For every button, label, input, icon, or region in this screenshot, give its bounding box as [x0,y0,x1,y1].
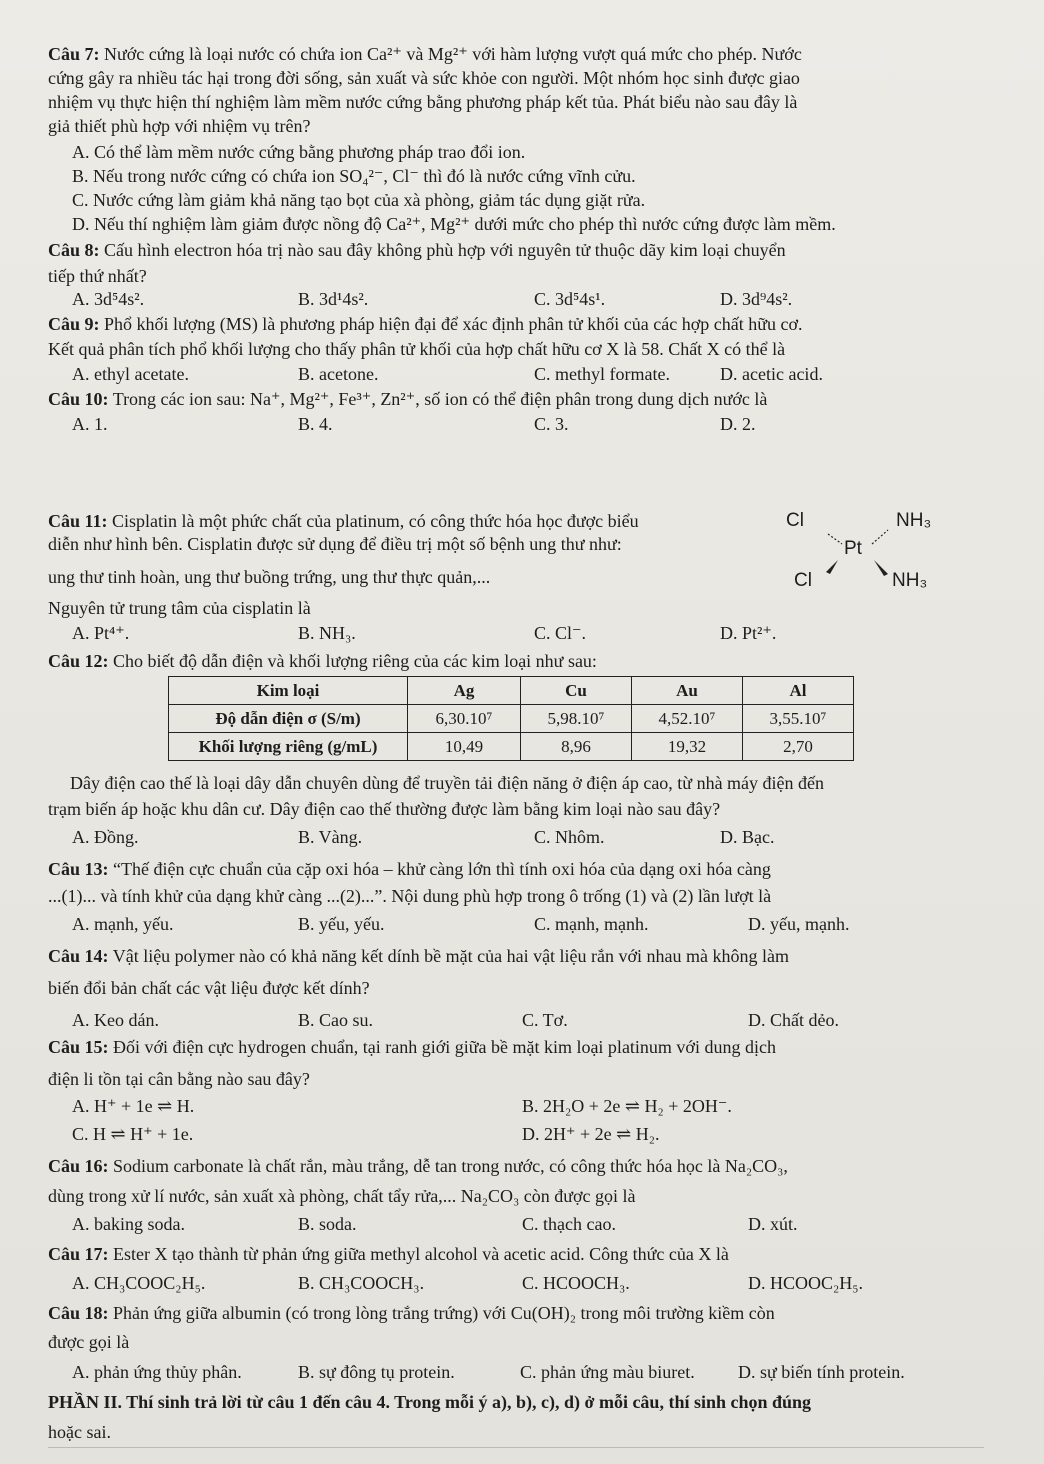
q14-option-c: C. Tơ. [522,1010,568,1030]
q16-label: Câu 16: [48,1156,109,1176]
q11-line-3: ung thư tinh hoàn, ung thư buồng trứng, ung thư thực quản,... [48,567,491,587]
q8-line-2: tiếp thứ nhất? [48,266,147,286]
q11-line-2: diễn như hình bên. Cisplatin được sử dụng để điều trị một số bệnh ung thư như: [48,534,622,554]
q11-option-b: B. NH₃. [298,623,356,643]
cisplatin-pt: Pt [844,538,862,559]
q12-line-3: trạm biến áp hoặc khu dân cư. Dây điện cao thế thường được làm bằng kim loại nào sau đây? [48,799,721,819]
q7-line-2: cứng gây ra nhiều tác hại trong đời sống, sản xuất và sức khỏe con người. Một nhóm học sinh được giao [48,68,800,88]
table-cell: 6,30.10⁷ [408,705,521,733]
q8-option-b: B. 3d¹4s². [298,289,369,309]
q18-line-1 [48,1302,974,1324]
q15-text-1: Đối với điện cực hydrogen chuẩn, tại ranh giới giữa bề mặt kim loại platinum với dung dịch [113,1037,776,1057]
q9-line-2: Kết quả phân tích phổ khối lượng cho thấy phân tử khối của hợp chất hữu cơ X là 58. Chất X có thể là [48,339,786,359]
q18-label: Câu 18: [48,1303,109,1323]
q18-text-1: Phản ứng giữa albumin (có trong lòng trắng trứng) với Cu(OH)₂ trong môi trường kiềm còn [113,1303,775,1323]
cisplatin-nh3-bottom: NH₃ [892,570,928,591]
q15-option-d: D. 2H⁺ + 2e ⇌ H₂. [522,1124,660,1144]
q11-option-d: D. Pt²⁺. [720,623,777,643]
q17-text-1: Ester X tạo thành từ phản ứng giữa methyl alcohol và acetic acid. Công thức của X là [113,1244,729,1264]
q15-label: Câu 15: [48,1037,109,1057]
table-row [169,733,854,761]
q11-label: Câu 11: [48,511,108,531]
table-row [169,705,854,733]
q13-option-b: B. yếu, yếu. [298,914,385,934]
q13-line-2: ...(1)... và tính khử của dạng khử càng ...(2)...”. Nội dung phù hợp trong ô trống (1) và (2) lần lượt là [48,886,772,906]
q13-option-d: D. yếu, mạnh. [748,914,850,934]
q15-option-a: A. H⁺ + 1e ⇌ H. [72,1096,195,1116]
bond-wedge-nh3-bottom [874,560,888,576]
q16-option-d: D. xút. [748,1214,798,1234]
q8-option-c: C. 3d⁵4s¹. [534,289,606,309]
q7-option-b: B. Nếu trong nước cứng có chứa ion SO₄²⁻, Cl⁻ thì đó là nước cứng vĩnh cửu. [72,166,636,186]
q18-option-a: A. phản ứng thủy phân. [72,1362,242,1382]
q7-option-d: D. Nếu thí nghiệm làm giảm được nồng độ Ca²⁺, Mg²⁺ dưới mức cho phép thì nước cứng được làm mềm. [72,214,836,234]
q11-text-1: Cisplatin là một phức chất của platinum, có công thức hóa học được biểu [112,511,639,531]
q8-text-1: Cấu hình electron hóa trị nào sau đây không phù hợp với nguyên tử thuộc dãy kim loại chuyển [104,240,786,260]
q12-text-1: Cho biết độ dẫn điện và khối lượng riêng của các kim loại như sau: [113,651,597,671]
table-cell: 19,32 [632,733,743,761]
q14-option-d: D. Chất dẻo. [748,1010,839,1030]
q11-line-4: Nguyên tử trung tâm của cisplatin là [48,598,311,618]
q18-option-b: B. sự đông tụ protein. [298,1362,455,1382]
table-header-cell: Au [632,677,743,705]
q7-line-3: nhiệm vụ thực hiện thí nghiệm làm mềm nước cứng bằng phương pháp kết tủa. Phát biểu nào sau đây là [48,92,798,112]
table-header-cell: Cu [521,677,632,705]
q10-line-1 [48,388,974,410]
q10-option-b: B. 4. [298,414,333,434]
q9-option-b: B. acetone. [298,364,379,384]
q9-label: Câu 9: [48,314,100,334]
q16-option-a: A. baking soda. [72,1214,185,1234]
bond-hash-nh3-top [872,530,888,544]
q9-line-1 [48,313,974,335]
table-cell: Độ dẫn điện σ (S/m) [169,705,408,733]
bond-hash-cl-top [828,534,842,544]
q11-option-a: A. Pt⁴⁺. [72,623,130,643]
q12-option-b: B. Vàng. [298,827,363,847]
table-header-cell: Kim loại [169,677,408,705]
q8-label: Câu 8: [48,240,100,260]
q14-text-1: Vật liệu polymer nào có khả năng kết dính bề mặt của hai vật liệu rắn với nhau mà không làm [112,946,790,966]
q10-option-a: A. 1. [72,414,108,434]
q14-option-a: A. Keo dán. [72,1010,159,1030]
q17-option-a: A. CH₃COOC₂H₅. [72,1273,206,1293]
part2-line-2: hoặc sai. [48,1422,111,1442]
q17-option-c: C. HCOOCH₃. [522,1273,630,1293]
q13-option-c: C. mạnh, mạnh. [534,914,649,934]
q13-label: Câu 13: [48,859,109,879]
table-cell: 10,49 [408,733,521,761]
table-cell: 5,98.10⁷ [521,705,632,733]
q15-option-c: C. H ⇌ H⁺ + 1e. [72,1124,194,1144]
q10-option-c: C. 3. [534,414,569,434]
q13-line-1 [48,858,974,880]
q7-option-a: A. Có thể làm mềm nước cứng bằng phương pháp trao đổi ion. [72,142,526,162]
q10-label: Câu 10: [48,389,109,409]
q14-label: Câu 14: [48,946,109,966]
table-header-cell: Al [743,677,854,705]
cisplatin-structure [780,506,960,602]
q16-text-1: Sodium carbonate là chất rắn, màu trắng, dễ tan trong nước, có công thức hóa học là Na₂CO₃, [113,1156,788,1176]
q7-line-1 [48,43,974,65]
q13-option-a: A. mạnh, yếu. [72,914,174,934]
table-cell: 4,52.10⁷ [632,705,743,733]
q17-option-b: B. CH₃COOCH₃. [298,1273,425,1293]
q12-option-a: A. Đồng. [72,827,139,847]
cisplatin-nh3-top: NH₃ [896,510,932,531]
q10-text-1: Trong các ion sau: Na⁺, Mg²⁺, Fe³⁺, Zn²⁺, số ion có thể điện phân trong dung dịch nước là [112,389,768,409]
q16-line-2: dùng trong xử lí nước, sản xuất xà phòng, chất tẩy rửa,... Na₂CO₃ còn được gọi là [48,1186,636,1206]
q13-text-1: “Thế điện cực chuẩn của cặp oxi hóa – khử càng lớn thì tính oxi hóa của dạng oxi hóa càng [113,859,771,879]
q15-line-1 [48,1036,974,1058]
cisplatin-cl-bottom: Cl [794,570,812,591]
q12-label: Câu 12: [48,651,109,671]
part2-line-1: PHẦN II. Thí sinh trả lời từ câu 1 đến câu 4. Trong mỗi ý a), b), c), d) ở mỗi câu, thí sinh chọn đúng [48,1392,812,1412]
q11-option-c: C. Cl⁻. [534,623,587,643]
q10-option-d: D. 2. [720,414,756,434]
table-cell: 8,96 [521,733,632,761]
table-header-cell: Ag [408,677,521,705]
q18-option-c: C. phản ứng màu biuret. [520,1362,695,1382]
q12-line-1 [48,650,974,672]
q12-option-d: D. Bạc. [720,827,775,847]
q18-line-2: được gọi là [48,1332,130,1352]
q15-line-2: điện li tồn tại cân bằng nào sau đây? [48,1069,310,1089]
q16-option-c: C. thạch cao. [522,1214,616,1234]
bottom-divider [48,1447,984,1448]
q11-line-1 [48,510,764,532]
q16-option-b: B. soda. [298,1214,357,1234]
q7-label: Câu 7: [48,44,100,64]
q12-option-c: C. Nhôm. [534,827,605,847]
q14-option-b: B. Cao su. [298,1010,374,1030]
q9-option-a: A. ethyl acetate. [72,364,189,384]
table-cell: Khối lượng riêng (g/mL) [169,733,408,761]
q18-option-d: D. sự biến tính protein. [738,1362,905,1382]
q7-line-4: giả thiết phù hợp với nhiệm vụ trên? [48,116,311,136]
bond-wedge-cl-bottom [826,560,838,574]
q8-option-d: D. 3d⁹4s². [720,289,793,309]
table-cell: 3,55.10⁷ [743,705,854,733]
q8-option-a: A. 3d⁵4s². [72,289,145,309]
q9-option-c: C. methyl formate. [534,364,670,384]
q14-line-1 [48,945,974,967]
q12-line-2: Dây điện cao thế là loại dây dẫn chuyên dùng để truyền tải điện năng ở điện áp cao, từ nhà máy điện đến [70,773,825,793]
q15-option-b: B. 2H₂O + 2e ⇌ H₂ + 2OH⁻. [522,1096,732,1116]
q7-text-1: Nước cứng là loại nước có chứa ion Ca²⁺ và Mg²⁺ với hàm lượng vượt quá mức cho phép. Nước [104,44,802,64]
q17-label: Câu 17: [48,1244,109,1264]
q17-line-1 [48,1243,974,1265]
q9-option-d: D. acetic acid. [720,364,823,384]
metal-properties-table [168,676,854,761]
cisplatin-cl-top: Cl [786,510,804,531]
q14-line-2: biến đổi bản chất các vật liệu được kết dính? [48,978,370,998]
q16-line-1 [48,1155,974,1177]
q17-option-d: D. HCOOC₂H₅. [748,1273,864,1293]
q7-option-c: C. Nước cứng làm giảm khả năng tạo bọt của xà phòng, giảm tác dụng giặt rửa. [72,190,646,210]
table-cell: 2,70 [743,733,854,761]
q9-text-1: Phổ khối lượng (MS) là phương pháp hiện đại để xác định phân tử khối của các hợp chất hữu cơ. [104,314,803,334]
table-header-row [169,677,854,705]
q8-line-1 [48,239,974,261]
